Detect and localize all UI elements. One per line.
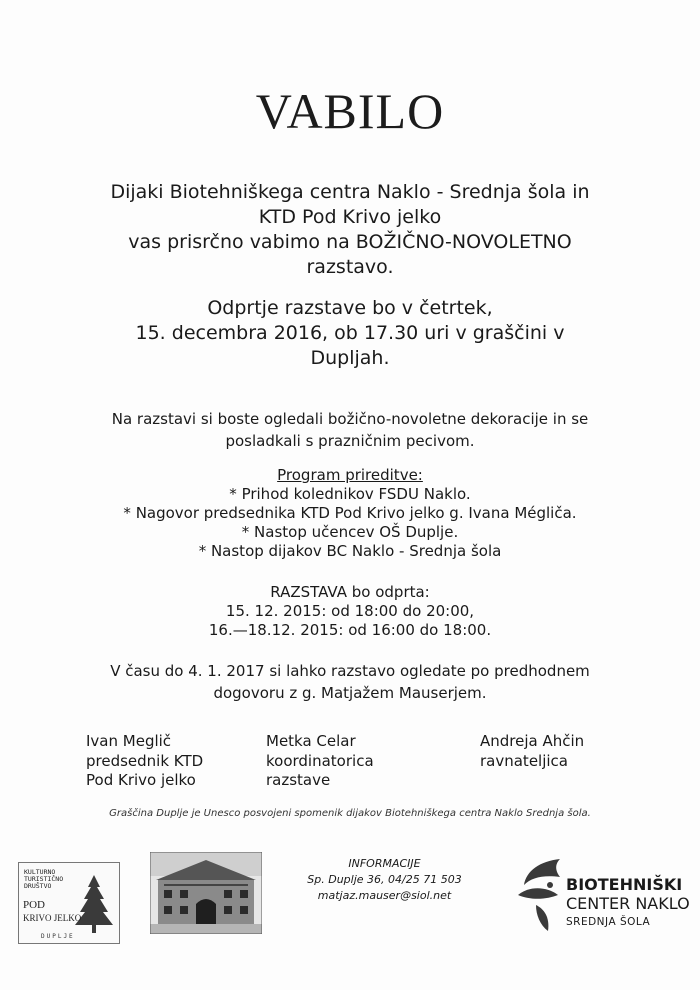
viewing-line: V času do 4. 1. 2017 si lahko razstavo ogledate po predhodnem [110,662,590,680]
opening-line: 15. decembra 2016, ob 17.30 uri v graščini v [135,322,565,344]
intro-line: razstavo. [306,256,394,278]
signature-ahcin [480,732,584,771]
program-item: * Nastop učencev OŠ Duplje. [241,523,459,541]
signature-line: Pod Krivo jelko [86,771,196,789]
opening-line: Dupljah. [310,347,390,369]
intro-line: Dijaki Biotehniškega centra Naklo - Srednja šola in [110,181,590,203]
signature-meglic [86,732,203,791]
opening-text [40,296,660,371]
intro-line: KTD Pod Krivo jelko [258,206,442,228]
description-line: Na razstavi si boste ogledali božično-novoletne dekoracije in se [111,410,589,428]
info-heading: INFORMACIJE [348,857,421,870]
program-item: * Prihod kolednikov FSDU Naklo. [229,485,471,503]
ktd-logo-small-text [24,869,63,890]
bc-logo-text [566,876,690,930]
program-heading: Program prireditve: [277,466,423,484]
exhibition-date: 16.—18.12. 2015: od 16:00 do 18:00. [208,621,492,639]
signature-line: Andreja Ahčin [480,732,585,750]
signature-line: koordinatorica [266,751,374,770]
program-item: * Nagovor predsednika KTD Pod Krivo jelko g. Ivana Mégliča. [123,504,577,522]
exhibition-section [40,583,660,640]
program-item: * Nastop dijakov BC Naklo - Srednja šola [198,542,502,560]
leaf-mark-icon [510,855,566,935]
info-email: matjaz.mauser@siol.net [317,889,452,902]
info-address: Sp. Duplje 36, 04/25 71 503 [307,873,462,886]
intro-line: vas prisrčno vabimo na BOŽIČNO-NOVOLETNO [128,231,572,253]
viewing-text [40,660,660,704]
bc-logo-line1: BIOTEHNIŠKI [566,875,683,894]
program-section [40,466,660,561]
signature-line: Metka Celar [266,732,356,750]
page-title: VABILO [255,83,445,139]
footnote: Graščina Duplje je Unesco posvojeni spomenik dijakov Biotehniškega centra Naklo Srednja šola. [109,808,591,819]
ktd-logo-line: TURISTIČNO [24,875,64,883]
bc-logo-line3: SREDNJA ŠOLA [566,916,651,928]
ktd-logo-line: KULTURNO [24,868,56,876]
bc-logo-line2: CENTER NAKLO [566,894,690,913]
ktd-logo-line: DRUŠTVO [24,882,52,890]
signature-line: Ivan Meglič [86,732,172,750]
exhibition-date: 15. 12. 2015: od 18:00 do 20:00, [225,602,475,620]
ktd-logo-place: DUPLJE [41,933,75,940]
opening-line: Odprtje razstave bo v četrtek, [207,297,493,319]
ktd-logo [18,862,120,944]
ktd-logo-pod: POD [23,899,46,911]
fir-tree-icon [73,873,115,935]
signature-line: predsednik KTD [86,751,204,770]
intro-text [40,180,660,280]
signature-line: razstave [266,771,331,789]
exhibition-heading: RAZSTAVA bo odprta: [270,583,430,601]
viewing-line: dogovoru z g. Matjažem Mauserjem. [213,684,487,702]
description-line: posladkali s prazničnim pecivom. [225,432,475,450]
signature-celar [266,732,374,791]
contact-info [282,856,487,904]
castle-photo [150,852,262,934]
description-text [40,408,660,452]
ktd-logo-krivo: KRIVO JELKO [23,913,82,923]
signature-line: ravnateljica [480,751,568,770]
